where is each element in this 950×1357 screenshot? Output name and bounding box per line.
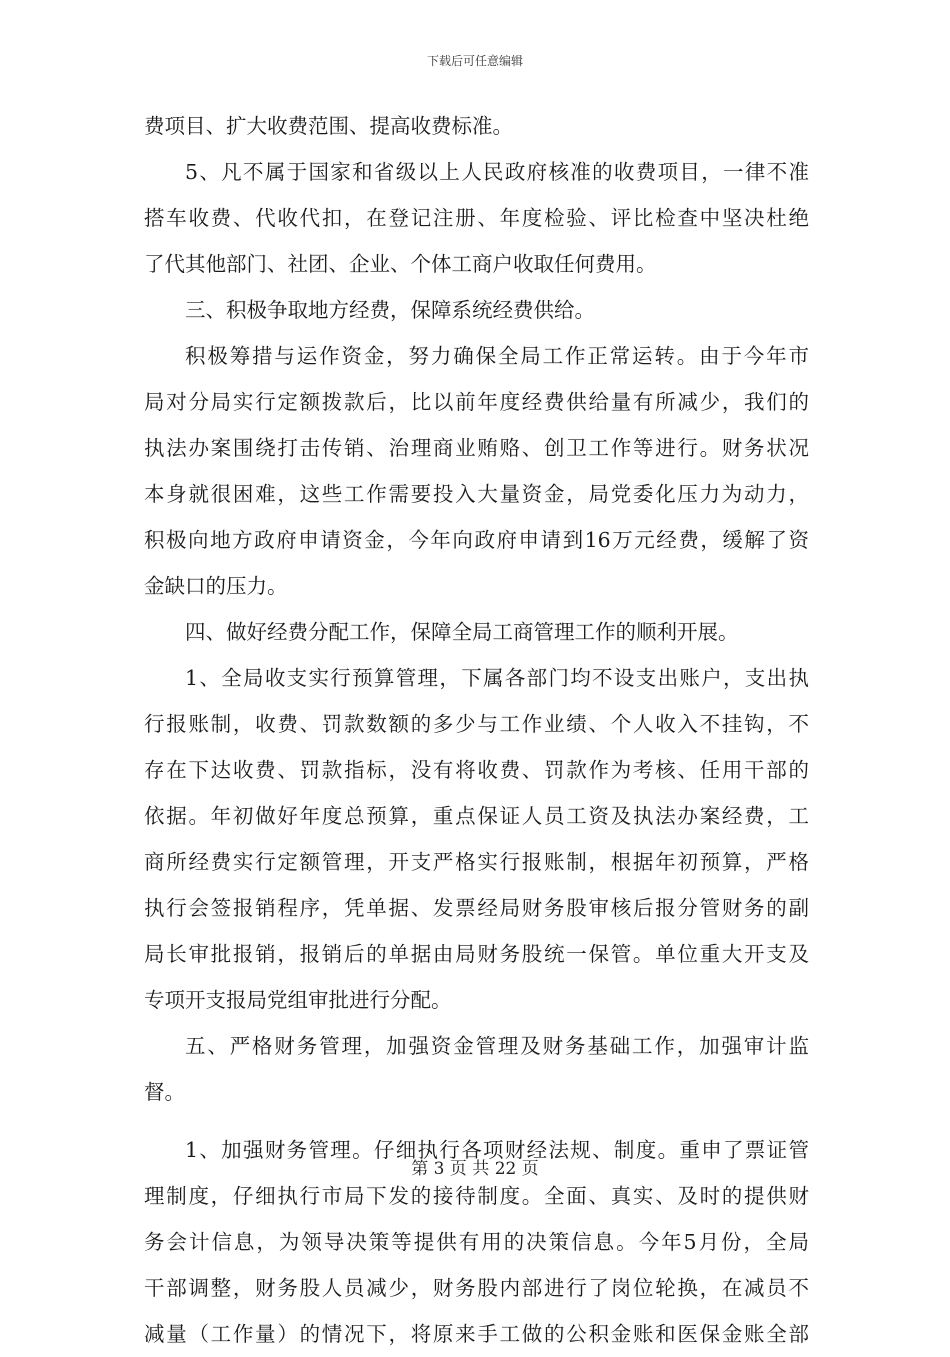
paragraph-line: 执法办案围绕打击传销、治理商业贿赂、创卫工作等进行。财务状况 — [144, 436, 809, 460]
paragraph-line: 专项开支报局党组审批进行分配。 — [144, 988, 452, 1012]
paragraph-line: 局长审批报销，报销后的单据由局财务股统一保管。单位重大开支及 — [144, 942, 809, 966]
paragraph-line: 本身就很困难，这些工作需要投入大量资金，局党委化压力为动力， — [144, 482, 809, 506]
paragraph-line: 1、全局收支实行预算管理，下属各部门均不设支出账户，支出执 — [185, 666, 809, 690]
page-number-footer: 第 3 页 共 22 页 — [411, 1159, 539, 1179]
paragraph-gap — [144, 1115, 809, 1127]
section-heading-cont: 督。 — [144, 1080, 185, 1104]
paragraph-line: 1、加强财务管理。仔细执行各项财经法规、制度。重申了票证管 — [185, 1138, 809, 1162]
paragraph-line: 干部调整，财务股人员减少，财务股内部进行了岗位轮换，在减员不 — [144, 1276, 809, 1300]
paragraph-line: 搭车收费、代收代扣，在登记注册、年度检验、评比检查中坚决杜绝 — [144, 206, 809, 230]
paragraph-line: 依据。年初做好年度总预算，重点保证人员工资及执法办案经费，工 — [144, 804, 809, 828]
paragraph-line: 5、凡不属于国家和省级以上人民政府核准的收费项目，一律不准 — [185, 160, 809, 184]
paragraph-line: 金缺口的压力。 — [144, 574, 288, 598]
page-header: 下载后可任意编辑 — [426, 54, 523, 68]
section-heading: 四、做好经费分配工作，保障全局工商管理工作的顺利开展。 — [185, 620, 739, 644]
paragraph-line: 了代其他部门、社团、企业、个体工商户收取任何费用。 — [144, 252, 657, 276]
section-heading: 三、积极争取地方经费，保障系统经费供给。 — [185, 298, 595, 322]
paragraph-line: 积极向地方政府申请资金，今年向政府申请到16万元经费，缓解了资 — [144, 528, 809, 552]
paragraph-line: 局对分局实行定额拨款后，比以前年度经费供给量有所减少，我们的 — [144, 390, 809, 414]
paragraph-line: 理制度，仔细执行市局下发的接待制度。全面、真实、及时的提供财 — [144, 1184, 809, 1208]
paragraph-line: 行报账制，收费、罚款数额的多少与工作业绩、个人收入不挂钩，不 — [144, 712, 809, 736]
paragraph-line: 商所经费实行定额管理，开支严格实行报账制，根据年初预算，严格 — [144, 850, 809, 874]
paragraph-line: 费项目、扩大收费范围、提高收费标准。 — [144, 114, 513, 138]
paragraph-line: 存在下达收费、罚款指标，没有将收费、罚款作为考核、任用干部的 — [144, 758, 809, 782]
paragraph-line: 积极筹措与运作资金，努力确保全局工作正常运转。由于今年市 — [185, 344, 809, 368]
section-heading: 五、严格财务管理，加强资金管理及财务基础工作，加强审计监 — [185, 1034, 809, 1058]
paragraph-line: 减量（工作量）的情况下，将原来手工做的公积金账和医保金账全部 — [144, 1322, 809, 1346]
paragraph-line: 执行会签报销程序，凭单据、发票经局财务股审核后报分管财务的副 — [144, 896, 809, 920]
paragraph-line: 务会计信息，为领导决策等提供有用的决策信息。今年5月份，全局 — [144, 1230, 809, 1254]
